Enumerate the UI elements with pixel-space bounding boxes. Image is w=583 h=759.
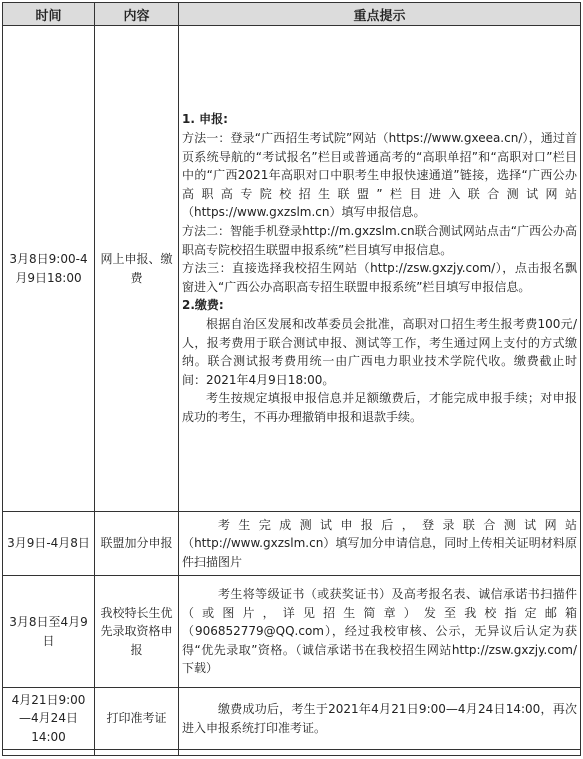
schedule-table — [2, 2, 581, 756]
row-item: 我校特长生优先录取资格申报 — [95, 576, 179, 688]
empty-cell — [95, 750, 179, 756]
row-time: 3月8日至4月9日 — [3, 576, 95, 688]
section-heading: 2.缴费: — [182, 298, 224, 313]
empty-cell — [179, 750, 581, 756]
row-notes — [179, 688, 581, 750]
header-time: 时间 — [3, 3, 95, 26]
header-item: 内容 — [95, 3, 179, 26]
table-row — [3, 26, 581, 512]
fee-paragraph: 考生按规定填报申报信息并足额缴费后，才能完成申报手续；对申报成功的考生，不再办理撤销申报和退款手续。 — [182, 391, 577, 424]
row-item: 网上申报、缴费 — [95, 26, 179, 512]
method-three: 方法三：直接选择我校招生网站（http://zsw.gxzjy.com/），点击报名飘窗进入“广西公办高职高专招生联盟申报系统”栏目填写申报信息。 — [182, 261, 577, 294]
row-time: 4月21日9:00—4月24日14:00 — [3, 688, 95, 750]
row-time: 3月8日9:00-4月9日18:00 — [3, 26, 95, 512]
method-one: 方法一：登录“广西招生考试院”网站（https://www.gxeea.cn/），通过首页系统导航的“考试报名”栏目或普通高考的“高职单招”和“高职对口”栏目中的“广西2021年高职对口中职考生申报快速通道”链接，选择“广西公办高职高专院校招生联盟”栏目进入联合测试网站（https://www.gxzslm.cn）填写申报信息。 — [182, 131, 577, 220]
row-time: 3月9日-4月8日 — [3, 512, 95, 576]
row-item: 联盟加分申报 — [95, 512, 179, 576]
header-row — [3, 3, 581, 26]
note-paragraph: 缴费成功后，考生于2021年4月21日9:00—4月24日14:00，再次进入申报系统打印准考证。 — [182, 701, 577, 735]
empty-cell — [3, 750, 95, 756]
header-notes: 重点提示 — [179, 3, 581, 26]
table-row — [3, 576, 581, 688]
row-notes — [179, 26, 581, 512]
table-row — [3, 512, 581, 576]
fee-paragraph: 根据自治区发展和改革委员会批准，高职对口招生考生报考费100元/人，报考费用于联合测试申报、测试等工作，考生通过网上支付的方式缴纳。联合测试报考费用统一由广西电力职业技术学院代收。缴费截止时间：2021年4月9日18:00。 — [182, 316, 577, 387]
table-row-cut — [3, 750, 581, 756]
row-notes — [179, 512, 581, 576]
method-two: 方法二：智能手机登录http://m.gxzslm.cn联合测试网站点击“广西公办高职高专院校招生联盟申报系统”栏目填写申报信息。 — [182, 224, 577, 257]
note-paragraph: 考生将等级证书（或获奖证书）及高考报名表、诚信承诺书扫描件（或图片，详见招生简章）发至我校指定邮箱（906852779@QQ.com），经过我校审核、公示，无异议后认定为获得“优先录取”资格。（诚信承诺书在我校招生网站http://zsw.gxzjy.com/下载） — [182, 587, 577, 676]
section-heading: 1. 申报: — [182, 112, 228, 127]
note-paragraph: 考生完成测试申报后，登录联合测试网站（http://www.gxzslm.cn）填写加分申请信息，同时上传相关证明材料原件扫描图片 — [182, 517, 577, 569]
row-item: 打印准考证 — [95, 688, 179, 750]
row-notes — [179, 576, 581, 688]
table-row — [3, 688, 581, 750]
